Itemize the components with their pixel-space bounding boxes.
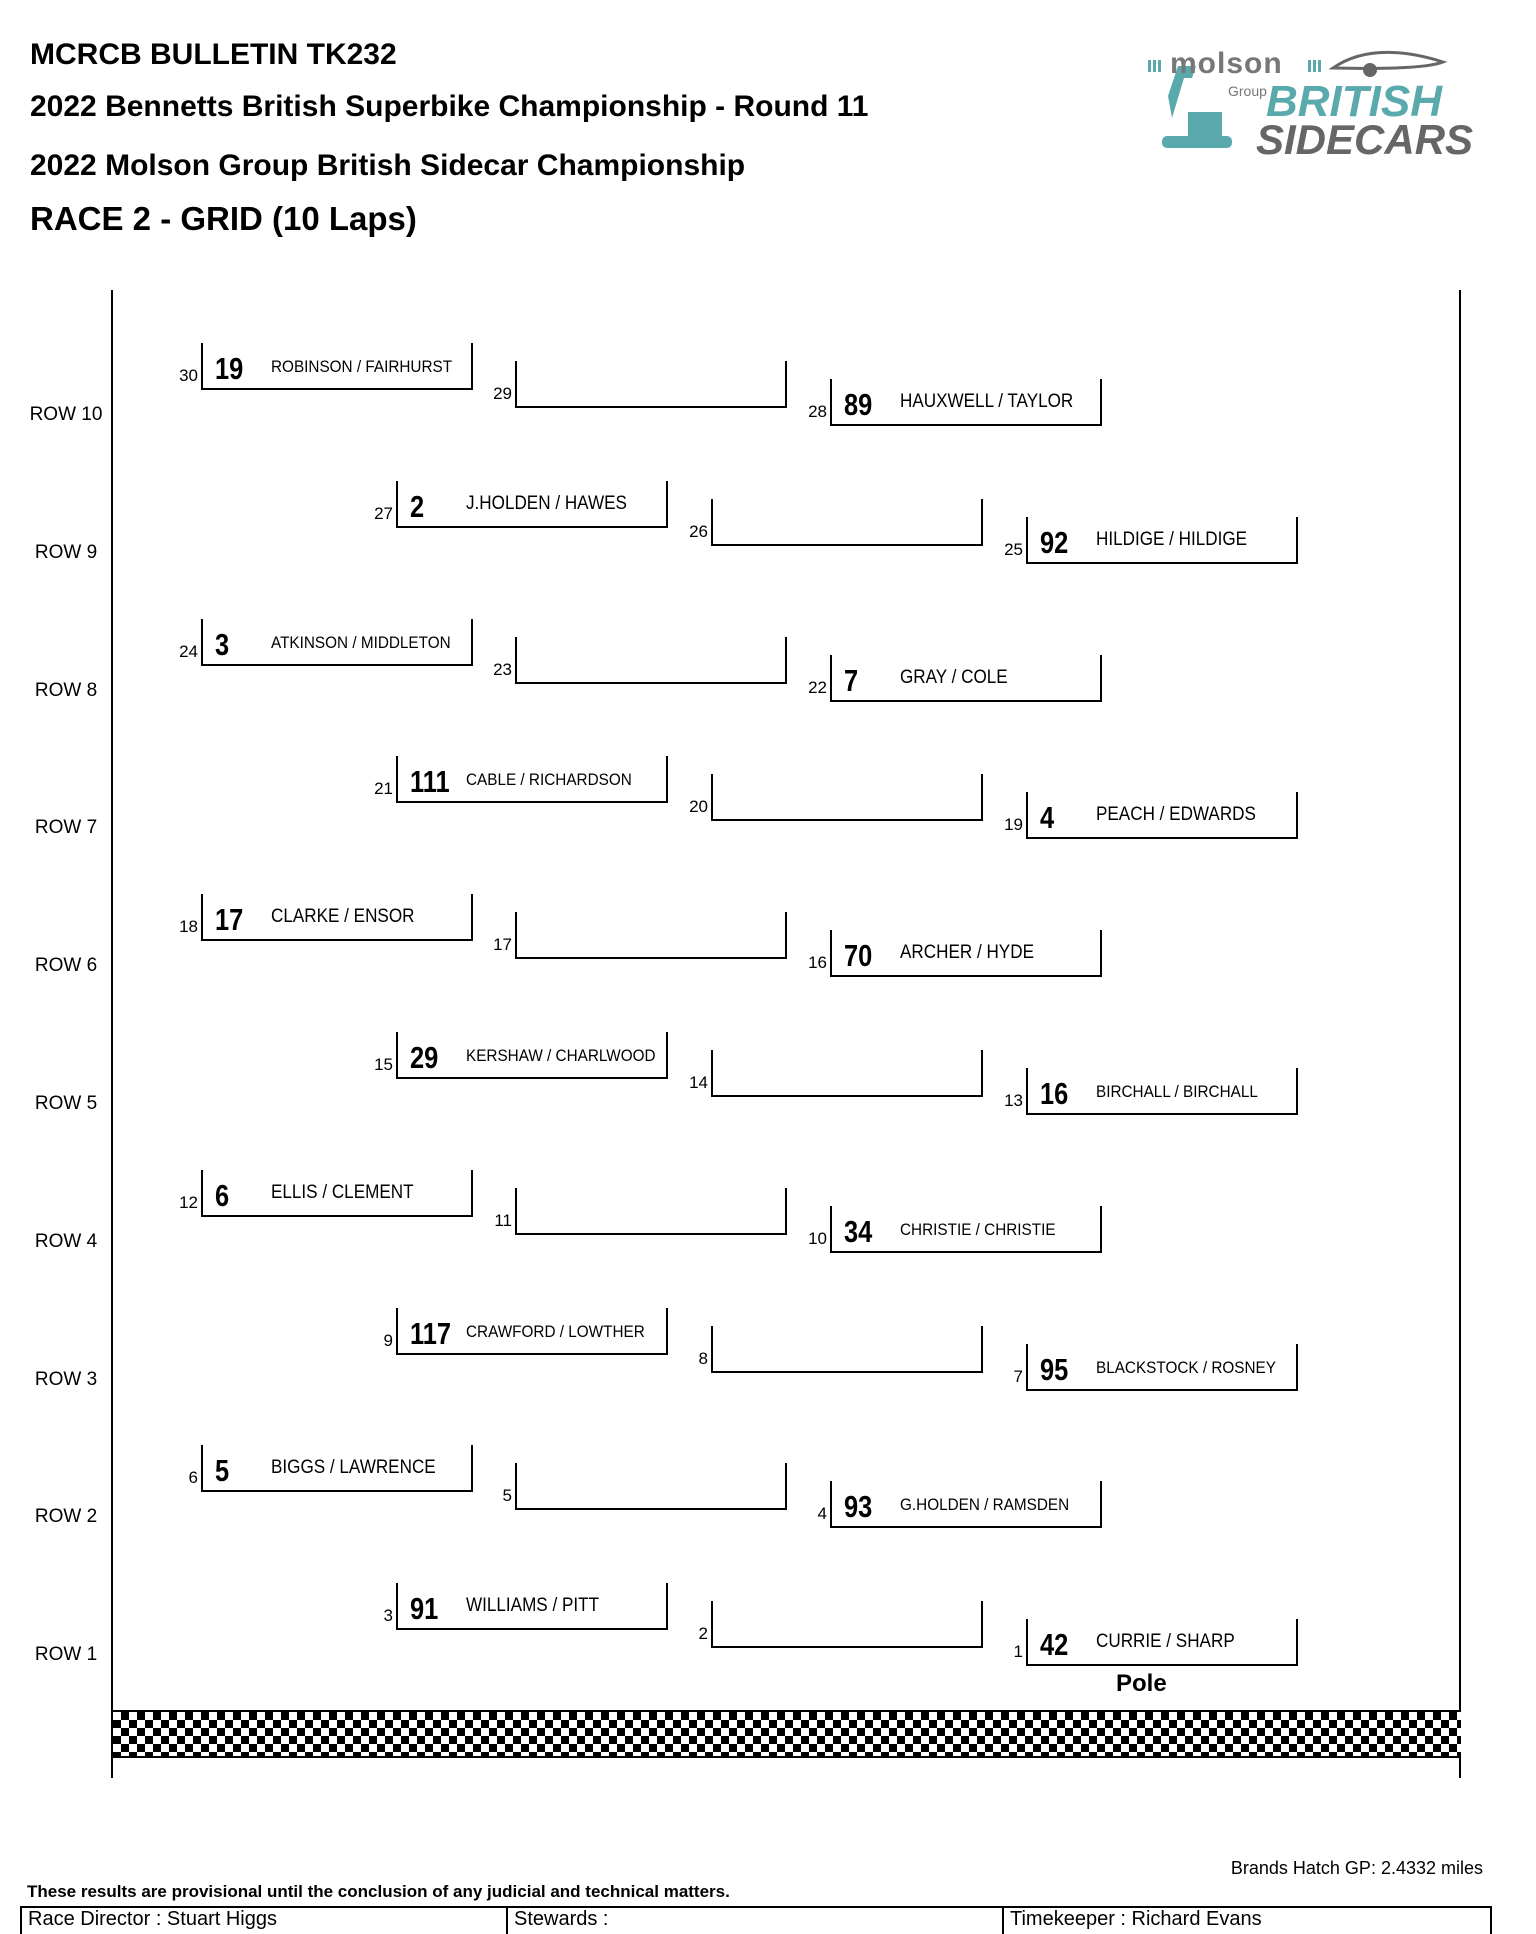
grid-slot-empty <box>689 499 983 546</box>
grid-box <box>830 379 1102 426</box>
grid-position: 13 <box>1004 1091 1023 1110</box>
grid-box <box>201 894 473 941</box>
stewards: Stewards : <box>508 1908 1004 1934</box>
grid-slot <box>808 1206 1102 1253</box>
grid-box <box>711 774 983 821</box>
grid-box <box>830 1481 1102 1528</box>
grid-box <box>515 912 787 959</box>
grid-box <box>711 499 983 546</box>
grid-slot <box>374 481 668 528</box>
grid-slot <box>179 894 473 941</box>
race-title: RACE 2 - GRID (10 Laps) <box>30 200 417 237</box>
grid-position: 7 <box>1013 1366 1023 1386</box>
row-label: ROW 2 <box>34 1506 98 1528</box>
grid-slot <box>808 379 1102 426</box>
grid-slot <box>374 756 668 803</box>
grid-slot-empty <box>689 1050 983 1097</box>
row-label: ROW 8 <box>34 679 98 701</box>
grid-box <box>830 1206 1102 1253</box>
grid-position: 18 <box>179 917 198 937</box>
rider-names: ARCHER / HYDE <box>900 942 1034 964</box>
grid-slot-empty <box>689 774 983 821</box>
grid-box <box>711 1601 983 1648</box>
finish-line-checker <box>113 1710 1461 1758</box>
rider-names: CRAWFORD / LOWTHER <box>466 1321 645 1341</box>
car-number: 93 <box>844 1489 873 1525</box>
row-label: ROW 10 <box>29 404 103 425</box>
rider-names: J.HOLDEN / HAWES <box>466 492 627 514</box>
rider-names: KERSHAW / CHARLWOOD <box>466 1046 656 1065</box>
grid-box <box>515 361 787 408</box>
grid-position: 30 <box>179 366 198 385</box>
rider-names: ATKINSON / MIDDLETON <box>271 632 451 652</box>
race-director: Race Director : Stuart Higgs <box>22 1908 508 1934</box>
pole-label: Pole <box>1116 1670 1167 1697</box>
rider-names: ELLIS / CLEMENT <box>271 1181 414 1203</box>
grid-box <box>1026 1619 1298 1666</box>
circuit-length: Brands Hatch GP: 2.4332 miles <box>1230 1858 1483 1878</box>
bulletin-title: MCRCB BULLETIN TK232 <box>30 38 397 71</box>
row-label: ROW 1 <box>34 1644 98 1666</box>
rider-names: HILDIGE / HILDIGE <box>1096 528 1248 550</box>
car-number: 16 <box>1040 1076 1069 1111</box>
grid-position: 27 <box>374 503 393 523</box>
logo-british: BRITISH <box>1266 77 1442 126</box>
officials-table <box>20 1906 1492 1934</box>
grid-box <box>396 1583 668 1630</box>
track-right-edge <box>1459 290 1461 1778</box>
car-number: 29 <box>410 1040 439 1075</box>
grid-position: 4 <box>817 1504 827 1524</box>
grid-slot <box>1004 792 1298 839</box>
grid-box <box>396 481 668 528</box>
logo-molson: molson <box>1170 47 1283 80</box>
grid-slot <box>179 619 473 666</box>
grid-slot <box>1004 1068 1298 1115</box>
rider-names: BIGGS / LAWRENCE <box>271 1457 436 1479</box>
grid-box <box>1026 517 1298 564</box>
grid-position: 24 <box>179 641 198 661</box>
car-number: 91 <box>410 1591 439 1627</box>
grid-slot-empty <box>494 1188 787 1235</box>
row-label: ROW 9 <box>34 541 98 563</box>
grid-box <box>830 655 1102 702</box>
rider-names: GRAY / COLE <box>900 666 1008 688</box>
car-number: 17 <box>215 902 244 938</box>
grid-slot-empty <box>698 1326 983 1373</box>
grid-slot <box>808 930 1102 977</box>
provisional-disclaimer: These results are provisional until the conclusion of any judicial and technical matters. <box>27 1882 730 1901</box>
grid-slot <box>179 1170 473 1217</box>
grid-box <box>396 1032 668 1079</box>
rider-names: ROBINSON / FAIRHURST <box>271 357 453 376</box>
row-label: ROW 3 <box>34 1368 98 1390</box>
row-label: ROW 6 <box>34 955 98 977</box>
car-number: 92 <box>1040 524 1069 560</box>
logo-group: Group <box>1228 83 1267 99</box>
row-label: ROW 5 <box>34 1093 98 1114</box>
car-number: 111 <box>410 764 450 800</box>
rider-names: CLARKE / ENSOR <box>271 906 415 928</box>
grid-position: 29 <box>493 384 512 403</box>
championship-title: 2022 Molson Group British Sidecar Championship <box>30 149 746 182</box>
grid-slot <box>1013 1344 1298 1391</box>
car-number: 7 <box>844 662 859 698</box>
grid-box <box>396 756 668 803</box>
grid-position: 21 <box>374 779 393 799</box>
grid-slot <box>188 1445 473 1492</box>
grid-position: 19 <box>1004 815 1023 835</box>
grid-box <box>201 1445 473 1492</box>
grid-box <box>1026 792 1298 839</box>
rider-names: CURRIE / SHARP <box>1096 1631 1235 1653</box>
grid-box <box>1026 1344 1298 1391</box>
rider-names: BLACKSTOCK / ROSNEY <box>1096 1357 1276 1377</box>
grid-position: 11 <box>494 1210 512 1230</box>
row-label: ROW 7 <box>34 817 98 839</box>
grid-slot-empty <box>493 912 787 959</box>
grid-position: 14 <box>689 1073 708 1092</box>
event-title: 2022 Bennetts British Superbike Championship - Round 11 <box>30 90 869 123</box>
grid-box <box>515 637 787 684</box>
car-number: 2 <box>410 488 425 524</box>
grid-position: 28 <box>808 402 827 421</box>
rider-names: CHRISTIE / CHRISTIE <box>900 1219 1056 1239</box>
timekeeper: Timekeeper : Richard Evans <box>1010 1908 1262 1930</box>
row-label: ROW 4 <box>34 1230 98 1252</box>
grid-position: 20 <box>689 797 708 817</box>
grid-slot <box>374 1032 668 1079</box>
grid-position: 10 <box>808 1228 827 1248</box>
car-number: 89 <box>844 387 873 422</box>
car-number: 6 <box>215 1177 230 1213</box>
grid-box <box>1026 1068 1298 1115</box>
rider-names: CABLE / RICHARDSON <box>466 770 632 790</box>
grid-box <box>711 1326 983 1373</box>
grid-slot <box>1004 517 1298 564</box>
rider-names: G.HOLDEN / RAMSDEN <box>900 1495 1070 1515</box>
logo-sidecars: SIDECARS <box>1256 116 1474 163</box>
grid-box <box>515 1188 787 1235</box>
grid-position: 1 <box>1013 1642 1023 1662</box>
track-left-edge <box>111 290 113 1778</box>
grid-position: 15 <box>374 1055 393 1074</box>
car-number: 4 <box>1040 800 1055 836</box>
grid-position: 2 <box>698 1624 708 1644</box>
grid-position: 22 <box>808 677 827 697</box>
car-number: 95 <box>1040 1351 1069 1387</box>
car-number: 42 <box>1040 1627 1069 1663</box>
car-number: 34 <box>844 1213 873 1249</box>
grid-position: 16 <box>808 953 827 973</box>
grid-slot <box>808 655 1102 702</box>
grid-box <box>201 619 473 666</box>
grid-position: 9 <box>383 1330 393 1350</box>
grid-box <box>396 1308 668 1355</box>
car-number: 5 <box>215 1453 230 1489</box>
rider-names: HAUXWELL / TAYLOR <box>900 391 1074 412</box>
grid-box <box>711 1050 983 1097</box>
grid-slot <box>817 1481 1102 1528</box>
grid-position: 26 <box>689 521 708 541</box>
car-number: 19 <box>215 351 244 386</box>
grid-slot <box>383 1308 668 1355</box>
grid-position: 5 <box>502 1486 512 1506</box>
grid-slot-empty <box>698 1601 983 1648</box>
car-number: 70 <box>844 938 873 974</box>
grid-slot <box>1013 1619 1298 1666</box>
grid-position: 12 <box>179 1192 198 1212</box>
grid-box <box>515 1463 787 1510</box>
grid-box <box>830 930 1102 977</box>
grid-box <box>201 1170 473 1217</box>
rider-names: WILLIAMS / PITT <box>466 1595 600 1617</box>
grid-slot <box>383 1583 668 1630</box>
grid-position: 8 <box>698 1348 708 1368</box>
rider-names: PEACH / EDWARDS <box>1096 804 1256 826</box>
grid-position: 6 <box>188 1468 198 1488</box>
grid-slot-empty <box>502 1463 787 1510</box>
grid-position: 17 <box>493 935 512 955</box>
grid-slot <box>179 343 473 390</box>
grid-box <box>201 343 473 390</box>
grid-position: 23 <box>493 659 512 679</box>
grid-slot-empty <box>493 361 787 408</box>
grid-slot-empty <box>493 637 787 684</box>
rider-names: BIRCHALL / BIRCHALL <box>1096 1082 1258 1101</box>
grid-position: 25 <box>1004 539 1023 559</box>
molson-british-sidecars-logo <box>1148 46 1494 166</box>
car-number: 3 <box>215 626 230 662</box>
grid-position: 3 <box>383 1606 393 1626</box>
car-number: 117 <box>410 1315 452 1351</box>
